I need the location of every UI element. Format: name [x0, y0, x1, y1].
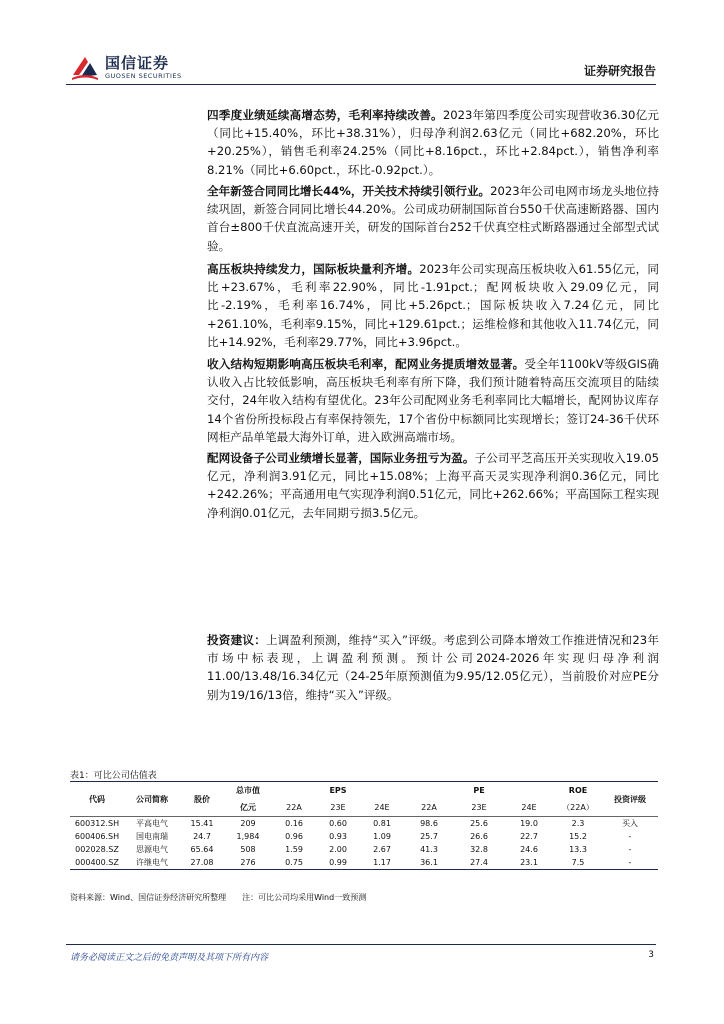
cell-eps-24e: 1.17: [373, 858, 391, 867]
cell-name: 许继电气: [136, 858, 168, 867]
cell-code: 600406.SH: [74, 832, 120, 841]
table-row: [70, 830, 658, 843]
cell-eps-22a: 0.75: [285, 858, 303, 867]
cell-eps-22a: 0.96: [285, 832, 303, 841]
col-header-name: 公司简称: [124, 782, 180, 817]
cell-name: 思源电气: [136, 845, 168, 854]
col-header-roe-sub: （22A）: [554, 799, 602, 817]
brand-name-en: GUOSEN SECURITIES: [105, 72, 182, 80]
col-header-code: 代码: [70, 782, 124, 817]
cell-pe-24e: 23.1: [520, 858, 538, 867]
col-header-mktcap-unit: 亿元: [224, 799, 272, 817]
cell-roe: 15.2: [569, 832, 587, 841]
cell-pe-22a: 36.1: [420, 858, 438, 867]
brand-name-cn: 国信证券: [105, 54, 170, 72]
cell-eps-23e: 0.60: [329, 819, 347, 828]
cell-eps-24e: 0.81: [373, 819, 391, 828]
cell-mktcap: 209: [240, 819, 256, 828]
paragraph-segments: [207, 260, 659, 351]
col-header-pe-22a: 22A: [404, 799, 454, 817]
paragraph-revenue-structure: [207, 355, 659, 446]
paragraph-lead: 收入结构短期影响高压板块毛利率，配网业务提质增效显著。: [207, 357, 525, 371]
paragraph-text: 子公司平芝高压开关实现收入19.05亿元，净利润3.91亿元，同比+15.08%；上海平高天灵实现净利润0.36亿元，同比+242.26%；平高通用电气实现净利润0.51亿元，同比+262.66%；平高国际工程实现净利润0.01亿元，去年同期亏损3.5亿元。: [207, 451, 659, 520]
col-header-pe-23e: 23E: [454, 799, 504, 817]
col-header-price: 股价: [180, 782, 224, 817]
cell-pe-23e: 27.4: [470, 858, 488, 867]
cell-pe-24e: 24.6: [520, 845, 538, 854]
paragraph-lead: 投资建议：: [207, 633, 266, 647]
cell-pe-24e: 22.7: [520, 832, 538, 841]
cell-code: 002028.SZ: [75, 845, 119, 854]
guosen-logo-icon: [70, 53, 100, 83]
paragraph-text: 2023年公司电网市场龙头地位持续巩固，新签合同同比增长44.20%。公司成功研制国际首台550千伏高速断路器、国内首台±800千伏直流高速开关，研发的国际首台252千伏真空柱式断路器通过全部型式试验。: [207, 184, 659, 253]
cell-mktcap: 276: [240, 858, 256, 867]
col-header-eps-24e: 24E: [360, 799, 404, 817]
cell-rating: -: [628, 858, 632, 867]
paragraph-q4-results: [207, 106, 659, 179]
cell-mktcap: 1,984: [236, 832, 260, 841]
paragraph-subsidiaries: [207, 449, 659, 522]
report-header: [0, 0, 724, 90]
paragraph-text: 2023年公司实现高压板块收入61.55亿元，同比+23.67%，毛利率22.90%，同比-1.91pct.；配网板块收入29.09亿元，同比-2.19%，毛利率16.74%，同比+5.26pct.；国际板块收入7.24亿元，同比+261.10%，毛利率9.15%，同比+129.61pct.；运维检修和其他收入11.74亿元，同比+14.92%，毛利率29.77%，同比+3.96pct.。: [207, 262, 659, 349]
cell-roe: 13.3: [569, 845, 587, 854]
cell-mktcap: 508: [240, 845, 256, 854]
cell-eps-24e: 2.67: [373, 845, 391, 854]
paragraph-investment-advice: [207, 631, 659, 704]
table-caption: 表1：可比公司估值表: [70, 771, 157, 781]
cell-eps-24e: 1.09: [373, 832, 391, 841]
header-divider: [66, 84, 656, 85]
cell-pe-22a: 41.3: [420, 845, 438, 854]
footer-disclaimer: 请务必阅读正文之后的免责声明及其项下所有内容: [70, 953, 269, 963]
col-header-eps: EPS: [329, 786, 347, 795]
col-header-rating: 投资评级: [602, 782, 658, 817]
paragraph-text: 2023年第四季度公司实现营收36.30亿元（同比+15.40%，环比+38.31%），归母净利润2.63亿元（同比+682.20%，环比+20.25%），销售毛利率24.25%（同比+8.16pct.，环比+2.84pct.），销售净利率8.21%（同比+6.60pct.，环比-0.92pct.）。: [207, 108, 659, 177]
cell-code: 000400.SZ: [75, 858, 119, 867]
cell-pe-24e: 19.0: [520, 819, 538, 828]
cell-price: 15.41: [190, 819, 214, 828]
cell-roe: 2.3: [571, 819, 585, 828]
paragraph-text: 上调盈利预测，维持“买入”评级。考虑到公司降本增效工作推进情况和23年市场中标表现，上调盈利预测。预计公司2024-2026年实现归母净利润11.00/13.48/16.34亿元（24-25年原预测值为9.95/12.05亿元），当前股价对应PE分别为19/16/13倍，维持“买入”评级。: [207, 633, 659, 702]
cell-rating: -: [628, 832, 632, 841]
cell-pe-23e: 32.8: [470, 845, 488, 854]
col-header-pe: PE: [473, 786, 485, 795]
paragraph-text: 受全年1100kV等级GIS确认收入占比较低影响，高压板块毛利率有所下降，我们预计随着特高压交流项目的陆续交付，24年收入结构有望优化。23年公司配网业务毛利率同比大幅增长，配网协议库存14个省份所投标段占有率保持领先，17个省份中标额同比实现增长；签订24-36千伏环网柜产品单笔最大海外订单，进入欧洲高端市场。: [207, 357, 659, 444]
col-header-eps-23e: 23E: [316, 799, 360, 817]
col-header-pe-24e: 24E: [504, 799, 554, 817]
cell-rating: -: [628, 845, 632, 854]
table-source-note: 资料来源：Wind、国信证券经济研究所整理 注：可比公司均采用Wind一致预测: [70, 893, 367, 902]
report-type: 证券研究报告: [583, 64, 656, 78]
paragraph-lead: 四季度业绩延续高增态势，毛利率持续改善。: [207, 108, 443, 122]
table-row: [70, 843, 658, 856]
cell-name: 平高电气: [136, 819, 168, 828]
paragraph-lead: 配网设备子公司业绩增长显著，国际业务扭亏为盈。: [207, 451, 475, 465]
cell-roe: 7.5: [571, 858, 585, 867]
cell-price: 65.64: [190, 845, 214, 854]
cell-name: 国电南瑞: [136, 832, 168, 841]
paragraph-new-contracts: [207, 182, 659, 255]
table-row: [70, 817, 658, 831]
cell-eps-22a: 0.16: [285, 819, 303, 828]
cell-price: 27.08: [190, 858, 214, 867]
cell-pe-23e: 26.6: [470, 832, 488, 841]
cell-eps-22a: 1.59: [285, 845, 303, 854]
cell-eps-23e: 0.93: [329, 832, 347, 841]
cell-eps-23e: 0.99: [329, 858, 347, 867]
cell-eps-23e: 2.00: [329, 845, 347, 854]
valuation-table: [70, 781, 658, 870]
cell-pe-22a: 25.7: [420, 832, 438, 841]
col-header-mktcap: 总市值: [236, 786, 260, 795]
cell-price: 24.7: [193, 832, 211, 841]
paragraph-lead: 全年新签合同同比增长44%，开关技术持续引领行业。: [207, 184, 491, 198]
cell-pe-22a: 98.6: [420, 819, 438, 828]
cell-pe-23e: 25.6: [470, 819, 488, 828]
page-number: 3: [648, 950, 654, 960]
col-header-eps-22a: 22A: [272, 799, 316, 817]
footer-divider: [66, 944, 656, 945]
cell-rating: 买入: [622, 819, 638, 828]
paragraph-lead: 高压板块持续发力，国际板块量利齐增。: [207, 262, 420, 276]
cell-code: 600312.SH: [74, 819, 120, 828]
table-row: [70, 856, 658, 869]
col-header-roe: ROE: [568, 786, 588, 795]
